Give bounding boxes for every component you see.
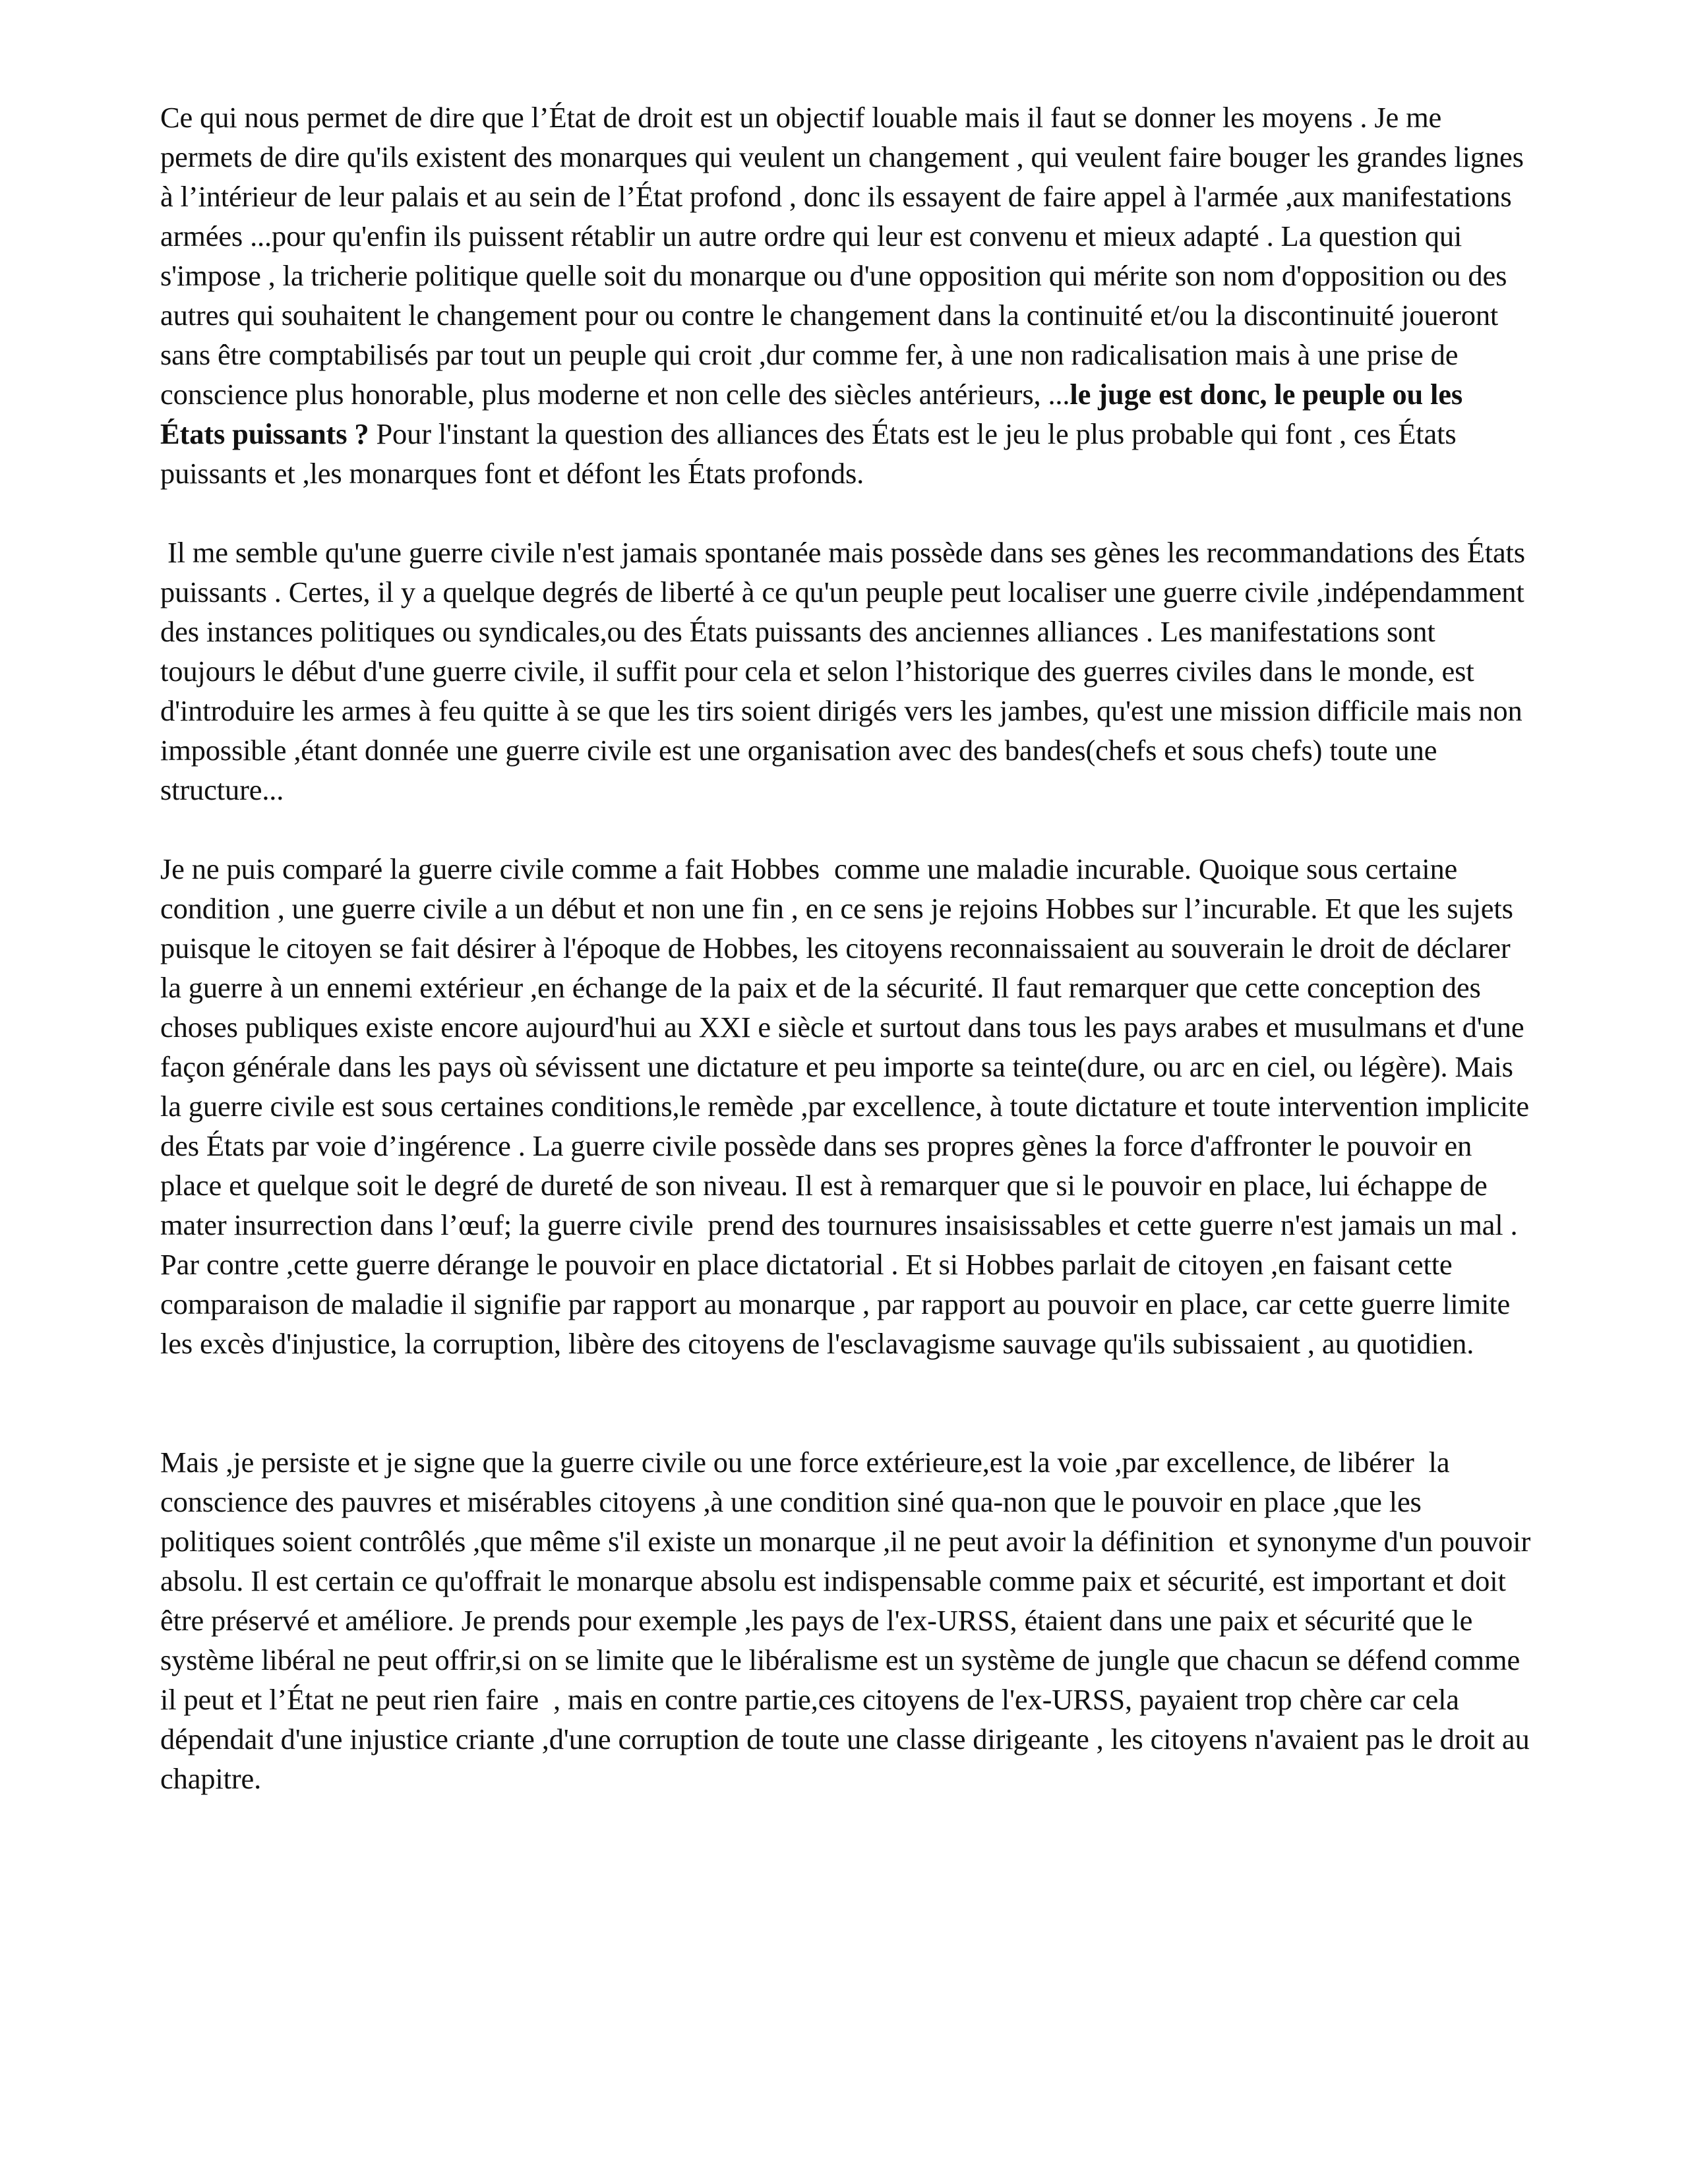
paragraph-1 [160, 98, 1532, 493]
paragraph-4: Mais ,je persiste et je signe que la guerre civile ou une force extérieure,est la voie ,par excellence, de libérer la conscience des pauvres et misérables citoyens ,à une condition siné qua-non que le pouvoir en place ,que les politiques soient contrôlés ,que même s'il existe un monarque ,il ne peut avoir la définition et synonyme d'un pouvoir absolu. Il est certain ce qu'offrait le monarque absolu est indispensable comme paix et sécurité, est important et doit être préservé et améliore. Je prends pour exemple ,les pays de l'ex-URSS, étaient dans une paix et sécurité que le système libéral ne peut offrir,si on se limite que le libéralisme est un système de jungle que chacun se défend comme il peut et l’État ne peut rien faire , mais en contre partie,ces citoyens de l'ex-URSS, payaient trop chère car cela dépendait d'une injustice criante ,d'une corruption de toute une classe dirigeante , les citoyens n'avaient pas le droit au chapitre. [160, 1446, 1538, 1795]
paragraph-1-text-start: Ce qui nous permet de dire que l’État de droit est un objectif louable mais il faut se donner les moyens . Je me permets de dire qu'ils existent des monarques qui veulent un changement , qui veulent faire bouger les grandes lignes à l’intérieur de leur palais et au sein de l’État profond , donc ils essayent de faire appel à l'armée ,aux manifestations armées ...pour qu'enfin ils puissent rétablir un autre ordre qui leur est convenu et mieux adapté . La question qui s'impose , la tricherie politique quelle soit du monarque ou d'une opposition qui mérite son nom d'opposition ou des autres qui souhaitent le changement pour ou contre le changement dans la continuité et/ou la discontinuité joueront sans être comptabilisés par tout un peuple qui croit ,dur comme fer, à une non radicalisation mais à une prise de conscience plus honorable, plus moderne et non celle des siècles antérieurs, ... [160, 101, 1531, 411]
document-body [160, 98, 1538, 1838]
bold-question: le juge est donc, le peuple ou les États puissants ? [160, 378, 1470, 450]
paragraph-1-text-end: Pour l'instant la question des alliances des États est le jeu le plus probable qui font , ces États puissants et ,les monarques font et défont les États profonds. [160, 417, 1464, 490]
paragraph-3: Je ne puis comparé la guerre civile comme a fait Hobbes comme une maladie incurable. Quoique sous certaine condition , une guerre civile a un début et non une fin , en ce sens je rejoins Hobbes sur l’incurable. Et que les sujets puisque le citoyen se fait désirer à l'époque de Hobbes, les citoyens reconnaissaient au souverain le droit de déclarer la guerre à un ennemi extérieur ,en échange de la paix et de la sécurité. Il faut remarquer que cette conception des choses publiques existe encore aujourd'hui au XXI e siècle et surtout dans tous les pays arabes et musulmans et d'une façon générale dans les pays où sévissent une dictature et peu importe sa teinte(dure, ou arc en ciel, ou légère). Mais la guerre civile est sous certaines conditions,le remède ,par excellence, à toute dictature et toute intervention implicite des États par voie d’ingérence . La guerre civile possède dans ses propres gènes la force d'affronter le pouvoir en place et quelque soit le degré de dureté de son niveau. Il est à remarquer que si le pouvoir en place, lui échappe de mater insurrection dans l’œuf; la guerre civile prend des tournures insaisissables et cette guerre n'est jamais un mal . Par contre ,cette guerre dérange le pouvoir en place dictatorial . Et si Hobbes parlait de citoyen ,en faisant cette comparaison de maladie il signifie par rapport au monarque , par rapport au pouvoir en place, car cette guerre limite les excès d'injustice, la corruption, libère des citoyens de l'esclavagisme sauvage qu'ils subissaient , au quotidien. [160, 852, 1536, 1360]
paragraph-2: Il me semble qu'une guerre civile n'est jamais spontanée mais possède dans ses gènes les recommandations des États puissants . Certes, il y a quelque degrés de liberté à ce qu'un peuple peut localiser une guerre civile ,indépendamment des instances politiques ou syndicales,ou des États puissants des anciennes alliances . Les manifestations sont toujours le début d'une guerre civile, il suffit pour cela et selon l’historique des guerres civiles dans le monde, est d'introduire les armes à feu quitte à se que les tirs soient dirigés vers les jambes, qu'est une mission difficile mais non impossible ,étant donnée une guerre civile est une organisation avec des bandes(chefs et sous chefs) toute une structure... [160, 536, 1532, 806]
